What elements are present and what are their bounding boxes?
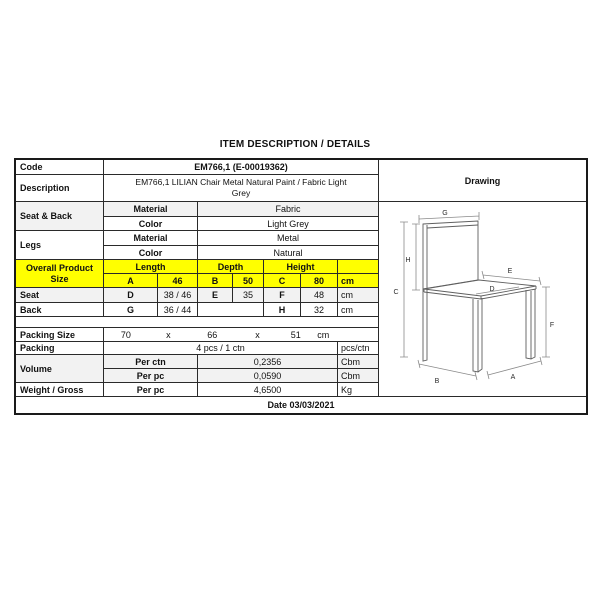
weight-unit: Kg	[338, 383, 379, 397]
volume-per-pc-value: 0,0590	[198, 369, 338, 383]
packing-label: Packing	[16, 342, 104, 355]
overall-unit-spacer	[338, 260, 379, 274]
height-header: Height	[264, 260, 338, 274]
dim-g-letter: G	[104, 303, 158, 317]
packing-size-label: Packing Size	[16, 328, 104, 342]
volume-label: Volume	[16, 355, 104, 383]
overall-size-label-line2: Size	[50, 273, 69, 284]
dim-c-letter: C	[264, 274, 301, 288]
seat-back-color-label: Color	[104, 217, 198, 231]
volume-per-pc-unit: Cbm	[338, 369, 379, 383]
dim-b-letter: B	[198, 274, 233, 288]
date-row: Date 03/03/2021	[267, 400, 335, 410]
dimension-lines	[400, 212, 550, 380]
dim-c-value: 80	[301, 274, 338, 288]
chair-drawing	[379, 202, 585, 396]
code-value: EM766,1 (E-00019362)	[104, 160, 379, 175]
seat-label: Seat	[16, 288, 104, 303]
packing-size-x1: x	[166, 329, 171, 340]
back-empty-cell	[198, 303, 264, 317]
packing-value: 4 pcs / 1 ctn	[104, 342, 338, 355]
drawing-label-c: C	[393, 289, 399, 296]
packing-size-x2: x	[255, 329, 260, 340]
drawing-label-d: D	[489, 286, 495, 293]
code-label: Code	[16, 160, 104, 175]
dim-d-value: 38 / 46	[158, 288, 198, 303]
depth-header: Depth	[198, 260, 264, 274]
dim-e-value: 35	[233, 288, 264, 303]
dim-f-value: 48	[301, 288, 338, 303]
volume-per-ctn-label: Per ctn	[104, 355, 198, 369]
drawing-label-g: G	[442, 210, 448, 217]
seat-back-material-label: Material	[104, 202, 198, 217]
seat-back-color-value: Light Grey	[198, 217, 379, 231]
weight-label: Weight / Gross	[16, 383, 104, 397]
page-title: ITEM DESCRIPTION / DETAILS	[219, 139, 371, 150]
packing-size-depth: 66	[207, 329, 218, 340]
packing-size-height: 51	[290, 329, 301, 340]
volume-per-ctn-value: 0,2356	[198, 355, 338, 369]
overall-size-label-line1: Overall Product	[25, 262, 94, 273]
drawing-label-f: F	[549, 322, 555, 329]
spec-table	[14, 158, 588, 415]
length-header: Length	[104, 260, 198, 274]
dim-d-letter: D	[104, 288, 158, 303]
dim-f-letter: F	[264, 288, 301, 303]
back-unit: cm	[338, 303, 379, 317]
packing-size-width: 70	[120, 329, 131, 340]
drawing-label-h: H	[405, 257, 411, 264]
description-value: EM766,1 LILIAN Chair Metal Natural Paint / Fabric Light Grey	[104, 175, 379, 202]
legs-color-value: Natural	[198, 246, 379, 260]
dim-b-value: 50	[233, 274, 264, 288]
volume-per-pc-label: Per pc	[104, 369, 198, 383]
back-label: Back	[16, 303, 104, 317]
legs-material-value: Metal	[198, 231, 379, 246]
weight-value: 4,6500	[198, 383, 338, 397]
description-label: Description	[16, 175, 104, 202]
seat-back-label: Seat & Back	[16, 202, 104, 231]
overall-size-label	[16, 260, 104, 288]
dim-h-value: 32	[301, 303, 338, 317]
drawing-panel	[379, 202, 586, 397]
dim-h-letter: H	[264, 303, 301, 317]
overall-unit: cm	[338, 274, 379, 288]
drawing-header: Drawing	[379, 160, 586, 202]
spacer-row	[16, 317, 379, 328]
legs-label: Legs	[16, 231, 104, 260]
dim-g-value: 36 / 44	[158, 303, 198, 317]
chair-outline	[423, 221, 536, 372]
weight-per-pc-label: Per pc	[104, 383, 198, 397]
seat-back-material-value: Fabric	[198, 202, 379, 217]
legs-material-label: Material	[104, 231, 198, 246]
dim-a-value: 46	[158, 274, 198, 288]
legs-color-label: Color	[104, 246, 198, 260]
seat-unit: cm	[338, 288, 379, 303]
packing-size-unit: cm	[317, 329, 330, 340]
dim-a-letter: A	[104, 274, 158, 288]
drawing-label-e: E	[507, 268, 513, 275]
dim-e-letter: E	[198, 288, 233, 303]
drawing-label-a: A	[510, 374, 516, 381]
packing-size-values	[104, 328, 379, 342]
packing-unit: pcs/ctn	[338, 342, 379, 355]
drawing-label-b: B	[434, 378, 440, 385]
volume-per-ctn-unit: Cbm	[338, 355, 379, 369]
